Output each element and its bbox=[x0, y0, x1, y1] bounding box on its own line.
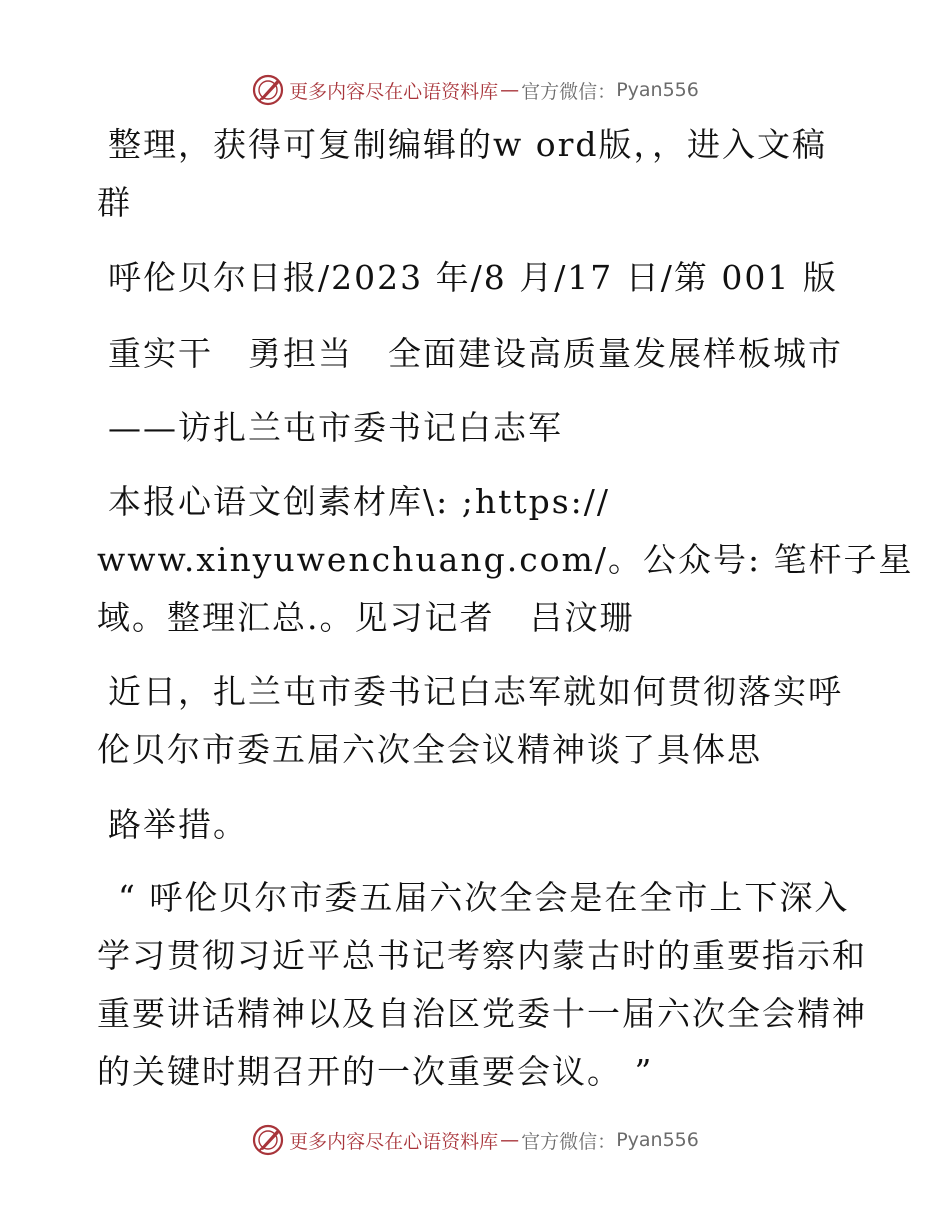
paragraph-2-line-1: “ 呼伦贝尔市委五届六次全会是在全市上下深入 bbox=[118, 878, 850, 917]
watermark-main-text: 更多内容尽在心语资料库 bbox=[289, 80, 499, 103]
paragraph-2-line-3: 重要讲话精神以及自治区党委十一届六次全会精神 bbox=[97, 994, 867, 1033]
byline-line-2: www.xinyuwenchuang.com/。公众号: 笔杆子星 bbox=[97, 540, 914, 579]
byline-line-1: 本报心语文创素材库\: ;https:// bbox=[108, 482, 611, 521]
quill-pen-logo-icon bbox=[251, 1123, 285, 1157]
watermark-separator: — bbox=[500, 79, 520, 101]
dateline: 呼伦贝尔日报/2023 年/8 月/17 日/第 001 版 bbox=[108, 258, 838, 297]
watermark-wechat-id: Pyan556 bbox=[616, 1129, 699, 1151]
top-watermark-banner bbox=[0, 70, 950, 110]
quill-pen-logo-icon bbox=[251, 73, 285, 107]
intro-line-1: 整理，获得可复制编辑的w ord版，，进入文稿 bbox=[108, 125, 828, 164]
watermark-wechat-id: Pyan556 bbox=[616, 79, 699, 101]
paragraph-1-line-1: 近日，扎兰屯市委书记白志军就如何贯彻落实呼 bbox=[108, 672, 843, 711]
bottom-watermark-banner bbox=[0, 1120, 950, 1160]
paragraph-1-line-3: 路举措。 bbox=[108, 805, 248, 844]
headline: 重实干 勇担当 全面建设高质量发展样板城市 bbox=[108, 334, 843, 373]
watermark-wechat-label: 官方微信： bbox=[521, 1130, 617, 1153]
watermark-main-text: 更多内容尽在心语资料库 bbox=[289, 1130, 499, 1153]
paragraph-1-line-2: 伦贝尔市委五届六次全会议精神谈了具体思 bbox=[97, 730, 762, 769]
intro-line-2: 群 bbox=[97, 183, 132, 222]
byline-line-3: 域。整理汇总.。见习记者 吕汶珊 bbox=[97, 598, 635, 637]
watermark-separator: — bbox=[500, 1129, 520, 1151]
subheadline: ——访扎兰屯市委书记白志军 bbox=[108, 408, 563, 447]
paragraph-2-line-2: 学习贯彻习近平总书记考察内蒙古时的重要指示和 bbox=[97, 936, 867, 975]
paragraph-2-line-4: 的关键时期召开的一次重要会议。 ” bbox=[97, 1052, 654, 1091]
watermark-wechat-label: 官方微信： bbox=[521, 80, 617, 103]
